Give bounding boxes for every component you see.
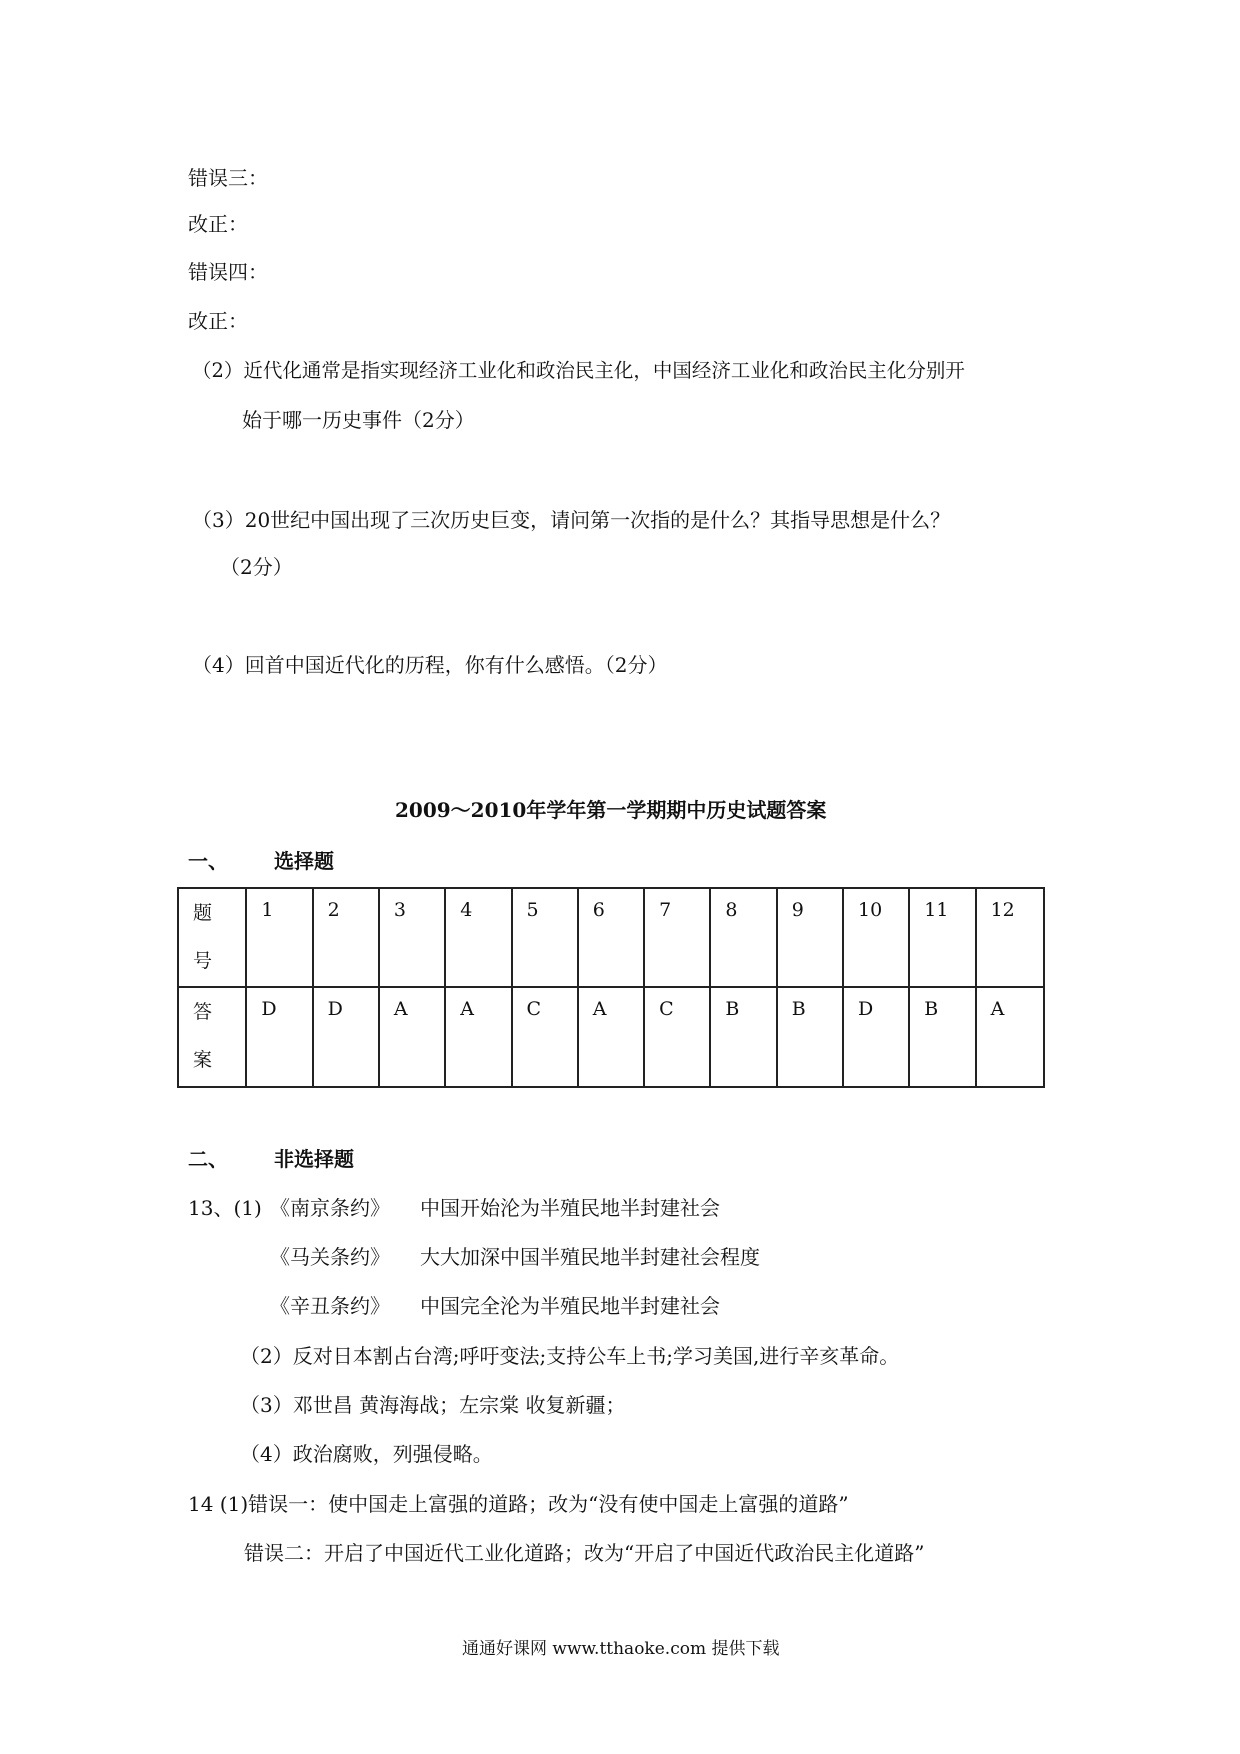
question-4: （4）回首中国近代化的历程，你有什么感悟。（2分） bbox=[192, 653, 668, 677]
question-3-line2: （2分） bbox=[220, 555, 293, 579]
section2-number: 二、 bbox=[188, 1147, 228, 1171]
table-cell: D bbox=[246, 987, 312, 1087]
table-cell: 11 bbox=[909, 888, 975, 987]
table-cell: 6 bbox=[578, 888, 644, 987]
table-cell: 8 bbox=[710, 888, 776, 987]
answer-table bbox=[177, 887, 1045, 1088]
answer13-part4: （4）政治腐败，列强侵略。 bbox=[240, 1442, 493, 1466]
table-cell: 2 bbox=[313, 888, 379, 987]
table-cell: 3 bbox=[379, 888, 445, 987]
question-number-row bbox=[178, 888, 1044, 987]
table-cell: A bbox=[578, 987, 644, 1087]
answer13-treaty-nanjing: 《南京条约》 bbox=[270, 1196, 390, 1220]
table-cell: 7 bbox=[644, 888, 710, 987]
table-cell: D bbox=[313, 987, 379, 1087]
table-cell: D bbox=[843, 987, 909, 1087]
answer14-line2: 错误二：开启了中国近代工业化道路；改为“开启了中国近代政治民主化道路” bbox=[244, 1541, 925, 1565]
table-cell: A bbox=[445, 987, 511, 1087]
answer13-text-xinchou: 中国完全沦为半殖民地半封建社会 bbox=[420, 1294, 720, 1318]
question-number-header: 题号 bbox=[178, 888, 246, 987]
section1-heading: 选择题 bbox=[274, 849, 334, 873]
error4-label: 错误四： bbox=[188, 260, 268, 284]
answer13-treaty-xinchou: 《辛丑条约》 bbox=[270, 1294, 390, 1318]
table-cell: 5 bbox=[512, 888, 578, 987]
table-cell: 4 bbox=[445, 888, 511, 987]
page-footer: 通通好课网 www.tthaoke.com 提供下载 bbox=[462, 1639, 780, 1659]
question-2-line1: （2）近代化通常是指实现经济工业化和政治民主化，中国经济工业化和政治民主化分别开 bbox=[192, 359, 965, 382]
table-cell: B bbox=[909, 987, 975, 1087]
answer13-text-nanjing: 中国开始沦为半殖民地半封建社会 bbox=[420, 1196, 720, 1220]
answer13-text-maguan: 大大加深中国半殖民地半封建社会程度 bbox=[420, 1245, 760, 1269]
answer13-treaty-maguan: 《马关条约》 bbox=[270, 1245, 390, 1269]
question-2-line2: 始于哪一历史事件（2分） bbox=[242, 408, 475, 432]
table-cell: 10 bbox=[843, 888, 909, 987]
table-cell: B bbox=[777, 987, 843, 1087]
table-cell: C bbox=[512, 987, 578, 1087]
answer-key-title: 2009～2010年学年第一学期期中历史试题答案 bbox=[395, 798, 827, 822]
error3-label: 错误三： bbox=[188, 166, 268, 190]
table-cell: A bbox=[976, 987, 1044, 1087]
answer13-part3: （3）邓世昌 黄海海战；左宗棠 收复新疆； bbox=[240, 1393, 626, 1417]
section1-number: 一、 bbox=[188, 849, 228, 873]
table-cell: B bbox=[710, 987, 776, 1087]
fix3-label: 改正： bbox=[188, 212, 248, 236]
table-cell: A bbox=[379, 987, 445, 1087]
table-cell: 9 bbox=[777, 888, 843, 987]
answer13-prefix: 13、(1) bbox=[188, 1196, 262, 1220]
table-cell: C bbox=[644, 987, 710, 1087]
answer-header: 答案 bbox=[178, 987, 246, 1087]
answer-row bbox=[178, 987, 1044, 1087]
table-cell: 1 bbox=[246, 888, 312, 987]
section2-heading: 非选择题 bbox=[274, 1147, 354, 1171]
fix4-label: 改正： bbox=[188, 309, 248, 333]
answer13-part2: （2）反对日本割占台湾;呼吁变法;支持公车上书;学习美国,进行辛亥革命。 bbox=[240, 1344, 900, 1368]
answer14-line1: 14 (1)错误一：使中国走上富强的道路；改为“没有使中国走上富强的道路” bbox=[188, 1492, 849, 1516]
question-3-line1: （3）20世纪中国出现了三次历史巨变，请问第一次指的是什么？其指导思想是什么？ bbox=[192, 508, 951, 532]
table-cell: 12 bbox=[976, 888, 1044, 987]
